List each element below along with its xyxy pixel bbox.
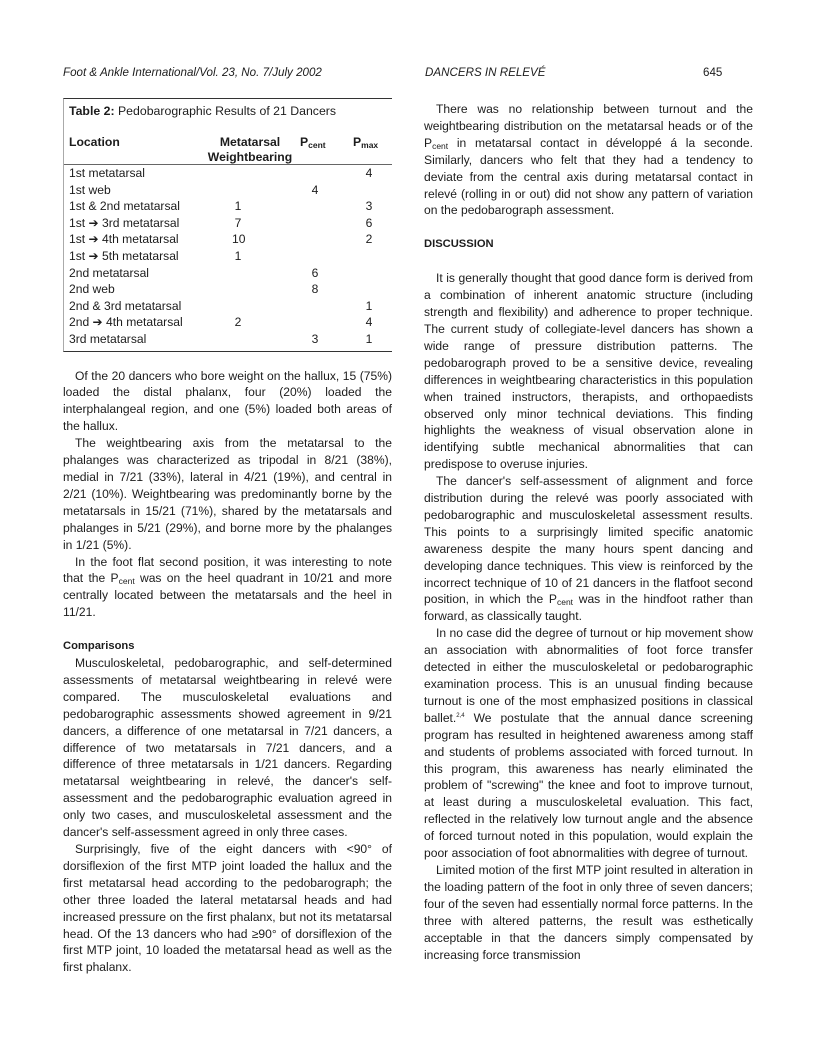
cell-pcent: 6 — [311, 265, 319, 280]
paragraph-mtp-joint: Surprisingly, five of the eight dancers with <90° of dorsiflexion of the first MTP joint loaded the hallux and the first metatarsal head according to the pedobarograph; the other three loaded the lateral metatarsal heads and had increased pressure on the first phalanx, but not its metatarsal head. Of the 13 dancers who had ≥90° of dorsiflexion of the first MTP joint, 10 loaded the metatarsal head as well as the first phalanx. — [63, 842, 392, 975]
column-header-pmax — [353, 135, 378, 150]
pmax-subscript: max — [361, 140, 379, 150]
pcent-subscript: cent — [432, 140, 449, 151]
table-row — [64, 281, 392, 298]
paragraph-weightbearing-axis: The weightbearing axis from the metatarsal to the phalanges was characterized as tripodal in 8/21 (38%), medial in 7/21 (33%), lateral in 4/21 (19%), and central in 2/21 (10%). Weightbearing was predominantly borne by the metatarsals in 15/21 (71%), shared by the metatarsals and phalanges in 5/21 (29%), and borne more by the phalanges in 1/21 (5%). — [63, 436, 392, 552]
cell-location: 1st ➔ 3rd metatarsal — [69, 215, 180, 230]
text-span: In no case did the degree of turnout or hip movement show an association with abnormalities of foot force transfer detected in either the musculoskeletal or pedobarographic examination process. This is an unusual finding because turnout is one of the most emphasized positions in classical ballet. — [424, 626, 753, 725]
running-head-title: DANCERS IN RELEVÉ — [425, 66, 546, 79]
table-row — [64, 265, 392, 282]
cell-location: 2nd & 3rd metatarsal — [69, 298, 182, 313]
section-heading-discussion: DISCUSSION — [424, 238, 494, 251]
table-row — [64, 182, 392, 199]
cell-pmax: 4 — [365, 315, 373, 330]
cell-pcent: 8 — [311, 282, 319, 297]
cell-weightbearing: 1 — [234, 248, 242, 263]
pcent-subscript: cent — [556, 597, 574, 608]
running-head-journal: Foot & Ankle International/Vol. 23, No. 7/July 2002 — [63, 66, 322, 79]
column-header-pcent — [300, 135, 326, 150]
cell-location: 1st ➔ 4th metatarsal — [69, 232, 179, 247]
table-body — [64, 165, 392, 348]
cell-pmax: 3 — [365, 199, 373, 214]
text-span: The dancer's self-assessment of alignment and force distribution during the relevé was poorly associated with pedobarographic and musculoskeletal assessment results. This points to a surprisingly limited specific anatomic awareness despite the many hours spent dancing and developing dance techniques. This view is reinforced by the incorrect technique of 10 of 21 dancers in the flatfoot second position, in which the P — [424, 474, 753, 607]
table-caption — [64, 99, 392, 127]
cell-pcent: 3 — [311, 331, 319, 346]
pcent-subscript: cent — [118, 576, 135, 587]
table-row — [64, 165, 392, 182]
table-row — [64, 298, 392, 315]
paragraph-limited-motion: Limited motion of the first MTP joint resulted in alteration in the loading pattern of the foot in only three of seven dancers; four of the seven had essentially normal force patterns. In the three with altered patterns, the result was esthetically acceptable in that the dancers simply compensated by increasing force transmission — [424, 862, 753, 962]
table-row — [64, 331, 392, 348]
column-header-location: Location — [69, 135, 120, 149]
paragraph-hallux: Of the 20 dancers who bore weight on the hallux, 15 (75%) loaded the distal phalanx, four (20%) loaded the interphalangeal region, and one (5%) loaded both areas of the hallux. — [63, 368, 392, 434]
cell-weightbearing: 10 — [232, 232, 246, 247]
reference-superscript: 2,4 — [456, 712, 465, 719]
cell-pmax: 6 — [365, 215, 373, 230]
text-span: was in the hindfoot rather than forward, as classically taught. — [424, 592, 753, 624]
table-title: Pedobarographic Results of 21 Dancers — [117, 104, 337, 118]
cell-location: 2nd ➔ 4th metatarsal — [69, 315, 183, 330]
page-number: 645 — [703, 66, 723, 79]
paragraph-foot-flat — [63, 554, 392, 622]
table-label: Table 2: — [69, 104, 115, 118]
table-row — [64, 248, 392, 265]
pmax-base: P — [353, 135, 362, 149]
cell-location: 1st & 2nd metatarsal — [69, 199, 180, 214]
table-header-row — [64, 127, 392, 165]
cell-location: 1st web — [69, 182, 111, 197]
left-column — [63, 98, 392, 976]
cell-pmax: 1 — [365, 298, 373, 313]
paragraph-dance-form: It is generally thought that good dance form is derived from a combination of inherent anatomic structure (including strength and flexibility) and adherence to proper technique. The current study of collegiate-level dancers has shown a wide range of pressure distribution patterns. The pedobarograph proved to be a sensitive device, revealing differences in weightbearing characteristics in this population when trained instructors, therapists, and orthopaedists observed only minor technical deviations. This finding highlights the weakness of visual observation alone in identifying subtle mechanical abnormalities that can predispose to overuse injuries. — [424, 271, 753, 472]
text-span: We postulate that the annual dance screening program has resulted in heightened awareness among staff and students of problems associated with forced turnout. In this program, this awareness has nearly eliminated the problem of "screwing" the knee and foot to improve turnout, at least during a musculoskeletal evaluation. This fact, reflected in the relatively low turnout angle and the absence of forced turnout noted in this population, would explain the poor association of foot abnormalities with degree of turnout. — [424, 710, 753, 861]
paragraph-comparisons: Musculoskeletal, pedobarographic, and self-determined assessments of metatarsal weightbearing in relevé were compared. The musculoskeletal evaluations and pedobarographic assessments showed agreement in 9/21 dancers, a difference of one metatarsal in 7/21 dancers, a difference of two metatarsals in 7/21 dancers, and a difference of three metatarsals in 1/21 dancers. Regarding metatarsal weightbearing in relevé, the dancer's self-assessment and the pedobarographic evaluation agreed in only two cases, and musculoskeletal assessment and the dancer's self-assessment agreed in only three cases. — [63, 656, 392, 840]
text-span: was on the heel quadrant in 10/21 and more centrally located between the metatarsals and the heel in 11/21. — [63, 571, 392, 620]
cell-weightbearing: 2 — [234, 315, 242, 330]
paragraph-turnout — [424, 625, 753, 862]
cell-pmax: 1 — [365, 331, 373, 346]
pcent-subscript: cent — [308, 140, 326, 150]
cell-location: 1st ➔ 5th metatarsal — [69, 248, 179, 263]
text-span: In the foot flat second position, it was interesting to note that the P — [63, 554, 392, 586]
paragraph-self-assessment — [424, 473, 753, 625]
cell-weightbearing: 1 — [234, 199, 242, 214]
table-row — [64, 215, 392, 232]
cell-pcent: 4 — [311, 182, 319, 197]
text-span: There was no relationship between turnout and the weightbearing distribution on the metatarsal heads or of the P — [424, 102, 753, 150]
cell-location: 3rd metatarsal — [69, 331, 147, 346]
paragraph-turnout-relationship — [424, 101, 753, 219]
cell-location: 1st metatarsal — [69, 166, 145, 180]
cell-location: 2nd web — [69, 282, 115, 297]
text-span: in metatarsal contact in développé á la seconde. Similarly, dancers who felt that they had a tendency to deviate from the central axis during metatarsal contact in relevé (rolling in or out) did not show any pattern of variation on the pedobarograph assessment. — [424, 135, 753, 218]
table-row — [64, 314, 392, 331]
cell-weightbearing: 7 — [234, 215, 242, 230]
table-row — [64, 231, 392, 248]
table-row — [64, 198, 392, 215]
cell-location: 2nd metatarsal — [69, 265, 149, 280]
results-table — [63, 98, 392, 352]
section-heading-comparisons: Comparisons — [63, 640, 135, 653]
right-column — [424, 101, 753, 963]
column-header-weightbearing: Metatarsal Weightbearing — [207, 135, 293, 164]
cell-pmax: 4 — [365, 166, 373, 180]
pcent-base: P — [300, 135, 309, 149]
cell-pmax: 2 — [365, 232, 373, 247]
